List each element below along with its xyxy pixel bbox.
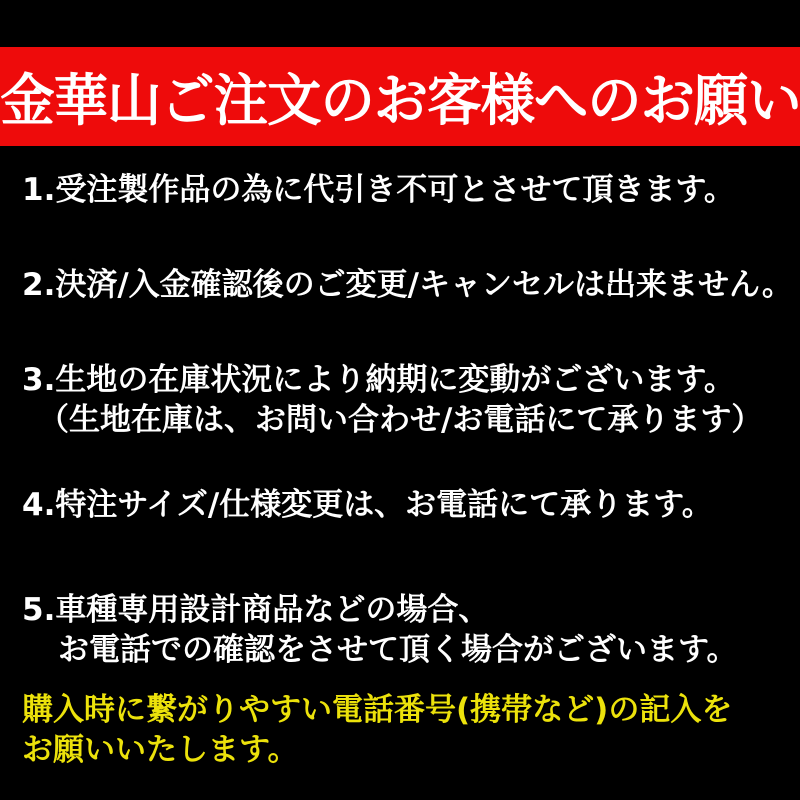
notice-5-line-2: お電話での確認をさせて頂く場合がございます。	[58, 632, 738, 668]
notice-3-line-1: 3.生地の在庫状況により納期に変動がございます。	[22, 362, 735, 398]
notice-item-2	[22, 265, 793, 305]
notice-3-line-2: （生地在庫は、お問い合わせ/お電話にて承ります）	[38, 402, 763, 438]
notice-4-line-1: 4.特注サイズ/仕様変更は、お電話にて承ります。	[22, 487, 713, 523]
phone-number-request-note	[22, 690, 732, 770]
page-title: 金華山ご注文のお客様へのお願い	[0, 68, 800, 134]
notice-item-5	[22, 590, 738, 670]
notice-item-4	[22, 485, 713, 525]
footer-line-2: お願いいたします。	[22, 732, 299, 768]
header-banner	[0, 47, 800, 146]
notice-1-line-1: 1.受注製作品の為に代引き不可とさせて頂きます。	[22, 172, 735, 208]
notice-5-line-1: 5.車種専用設計商品などの場合、	[22, 592, 490, 628]
notice-item-1	[22, 170, 735, 210]
notice-item-3	[22, 360, 762, 440]
notice-2-line-1: 2.決済/入金確認後のご変更/キャンセルは出来ません。	[22, 267, 793, 303]
footer-line-1: 購入時に繋がりやすい電話番号(携帯など)の記入を	[22, 692, 733, 728]
